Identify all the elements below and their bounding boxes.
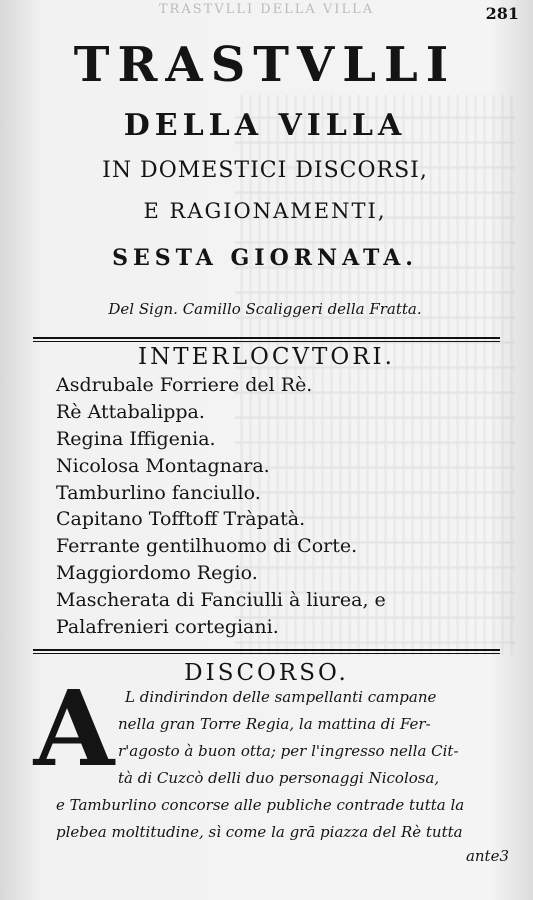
title-line-1: TRASTVLLI xyxy=(73,37,457,93)
title-line-3: IN DOMESTICI DISCORSI, xyxy=(102,158,428,183)
discorso-line-4: tà di Cuzcò delli duo personaggi Nicolosa, xyxy=(118,769,440,787)
running-head: TRASTVLLI DELLA VILLA xyxy=(158,2,375,17)
speaker-list xyxy=(56,372,506,641)
interlocutori-heading: INTERLOCVTORI. xyxy=(138,344,395,370)
discorso-line-2: nella gran Torre Regia, la mattina di Fer- xyxy=(118,715,431,733)
discorso-line-5: e Tamburlino concorse alle publiche contrade tutta la xyxy=(56,796,465,814)
rule-bottom xyxy=(33,649,500,654)
title-line-2: DELLA VILLA xyxy=(123,108,407,143)
discorso-heading: DISCORSO. xyxy=(184,660,349,686)
speaker-item: Asdrubale Forriere del Rè. xyxy=(56,374,313,396)
speaker-item: Palafrenieri cortegiani. xyxy=(56,616,279,639)
page-number: 281 xyxy=(485,4,519,23)
speaker-item: Maggiordomo Regio. xyxy=(56,562,258,585)
speaker-item: Capitano Tofftoff Tràpatà. xyxy=(56,508,306,531)
speaker-item: Nicolosa Montagnara. xyxy=(56,454,270,477)
speaker-item: Tamburlino fanciullo. xyxy=(56,481,261,504)
discorso-line-1: L dindirindon delle sampellanti campane xyxy=(125,688,437,706)
rule-top xyxy=(33,337,500,342)
title-line-4: E RAGIONAMENTI, xyxy=(143,199,387,223)
title-line-5: SESTA GIORNATA. xyxy=(112,245,418,271)
speaker-item: Rè Attabalippa. xyxy=(56,400,205,423)
drop-cap: A xyxy=(33,667,115,790)
author-line: Del Sign. Camillo Scaliggeri della Fratta. xyxy=(108,300,422,318)
speaker-item: Mascherata di Fanciulli à liurea, e xyxy=(56,589,386,612)
discorso-line-3: r'agosto à buon otta; per l'ingresso nella Cit- xyxy=(118,742,459,760)
catchword: ante3 xyxy=(465,847,509,865)
speaker-item: Regina Iffigenia. xyxy=(56,427,216,450)
speaker-item: Ferrante gentilhuomo di Corte. xyxy=(56,535,358,558)
discorso-line-6: plebea moltitudine, sì come la grā piazza del Rè tutta xyxy=(56,823,463,841)
